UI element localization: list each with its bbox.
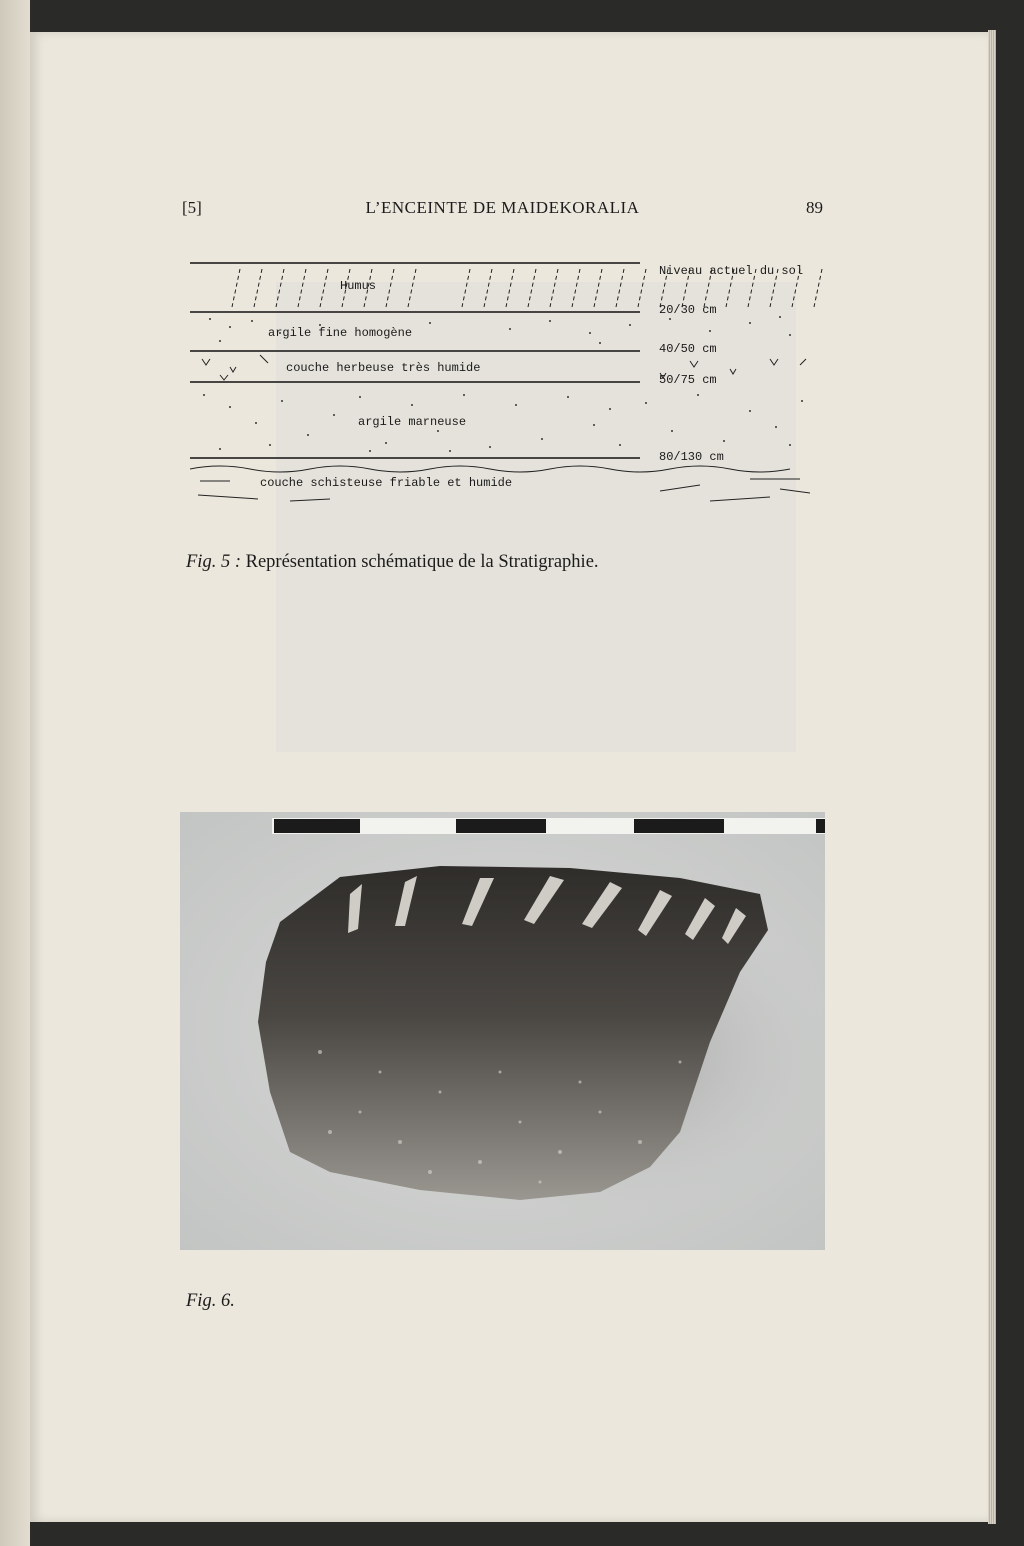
depth-label-80-130: 80/130 cm — [659, 450, 724, 464]
figure-5-text: Représentation schématique de la Stratigraphie. — [245, 552, 599, 572]
figure-5-label: Fig. 5 : — [186, 552, 241, 572]
depth-label-40-50: 40/50 cm — [659, 342, 717, 356]
page-number: 89 — [806, 198, 823, 217]
layer-label-couche-herbeuse: couche herbeuse très humide — [286, 361, 481, 375]
layer-label-humus: Humus — [340, 279, 377, 293]
section-number: [5] — [182, 198, 202, 217]
stipple-argile-marneuse — [203, 394, 803, 452]
page-stack-edge — [988, 30, 996, 1524]
depth-label-surface: Niveau actuel du sol — [659, 264, 804, 278]
facing-page-edge — [0, 0, 30, 1546]
scale-bar — [272, 818, 825, 834]
figure-6-caption: Fig. 6. — [186, 1291, 235, 1311]
layer-label-argile-marneuse: argile marneuse — [358, 415, 467, 429]
layer-label-couche-schisteuse: couche schisteuse friable et humide — [260, 476, 513, 490]
depth-label-50-75: 50/75 cm — [659, 373, 717, 387]
stratigraphy-diagram — [190, 255, 830, 520]
depth-label-20-30: 20/30 cm — [659, 303, 717, 317]
potsherd-photograph — [180, 812, 825, 1250]
figure-5-caption — [186, 552, 599, 573]
layer-label-argile-fine: argile fine homogène — [268, 326, 413, 340]
running-title: L’ENCEINTE DE MAIDEKORALIA — [365, 198, 640, 217]
running-header — [180, 198, 825, 222]
